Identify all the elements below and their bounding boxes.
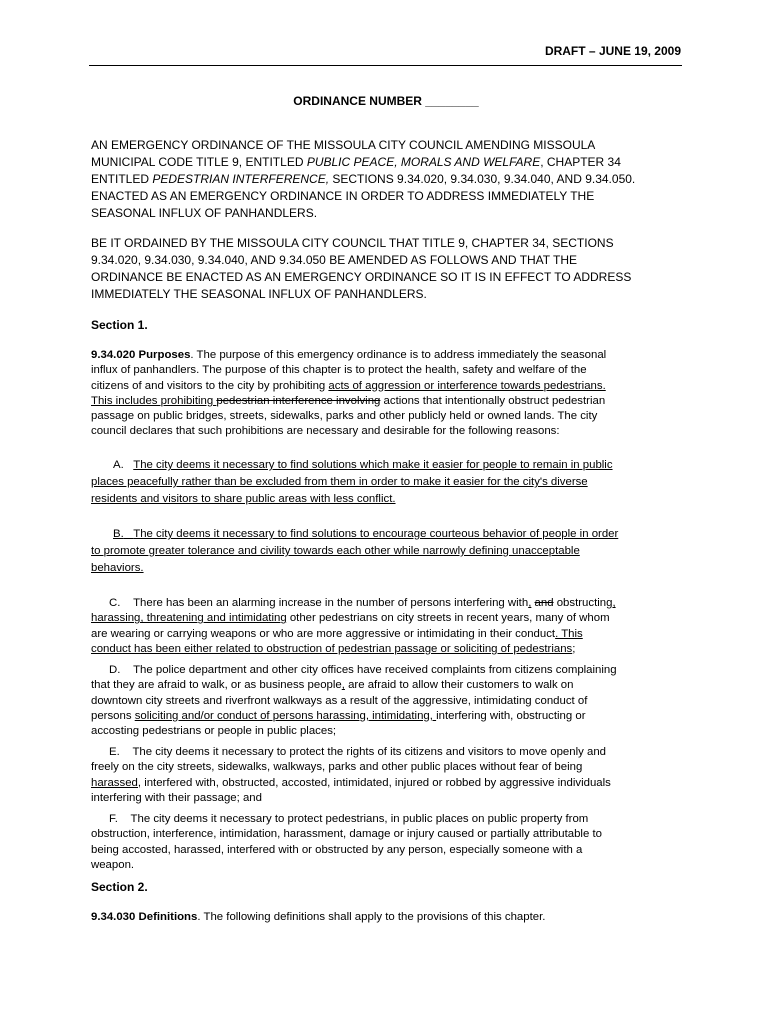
item-f-paragraph: [91, 812, 691, 873]
text-run: ENTITLED: [91, 172, 153, 186]
definitions-paragraph: [91, 910, 691, 925]
inserted-text: The city deems it necessary to find solutions which make it easier for people to remain in public: [133, 459, 613, 471]
item-label: B.: [113, 528, 124, 540]
draft-date-header: DRAFT – JUNE 19, 2009: [544, 44, 681, 58]
italic-run: PUBLIC PEACE, MORALS AND WELFARE: [306, 155, 541, 169]
text-line: being accosted, harassed, interfered with or obstructed by any person, especially someone with a: [91, 843, 583, 856]
inserted-text: The city deems it necessary to find solutions to encourage courteous behavior of people in order: [133, 528, 619, 540]
section-1-heading: Section 1.: [91, 318, 148, 332]
text-run: persons: [91, 709, 135, 722]
inserted-text: harassed,: [91, 776, 142, 789]
text-line: [91, 596, 691, 611]
item-c-paragraph: [91, 596, 691, 657]
text-line: council declares that such prohibitions are necessary and desirable for the following reasons:: [91, 425, 560, 438]
text-run: SECTIONS 9.34.020, 9.34.030, 9.34.040, AND 9.34.050.: [329, 172, 636, 186]
purposes-heading: 9.34.020 Purposes: [91, 349, 191, 361]
ordinance-title: ORDINANCE NUMBER ________: [293, 94, 479, 108]
text-line: freely on the city streets, sidewalks, walkways, parks and other public places without fear of being: [91, 761, 583, 774]
inserted-text: ,: [612, 597, 616, 609]
text-run: The city deems it necessary to protect pedestrians, in public places on public property from: [130, 813, 589, 825]
text-run: The police department and other city offices have received complaints from citizens complaining: [133, 664, 617, 676]
text-line: [91, 611, 691, 626]
text-run: , CHAPTER 34: [540, 155, 621, 169]
preamble-paragraph: [91, 137, 691, 222]
inserted-text: ,: [528, 597, 532, 609]
text-line: [91, 154, 691, 171]
inserted-text: ,: [341, 679, 345, 692]
text-run: . The purpose of this emergency ordinance is to address immediately the seasonal: [190, 349, 607, 361]
inserted-text: harassing, threatening and intimidating: [91, 612, 287, 625]
inserted-text: conduct has been either related to obstruction of pedestrian passage or soliciting of pedestrians: [91, 642, 573, 655]
italic-run: PEDESTRIAN INTERFERENCE,: [152, 172, 330, 186]
text-run: interfering with, obstructing or: [436, 709, 586, 722]
text-run: There has been an alarming increase in the number of persons interfering with: [133, 597, 529, 609]
item-b-paragraph: [91, 526, 691, 577]
text-line: 9.34.020, 9.34.030, 9.34.040, AND 9.34.050 BE AMENDED AS FOLLOWS AND THAT THE: [91, 253, 578, 267]
text-run: actions that intentionally obstruct pedestrian: [380, 394, 606, 407]
text-line: [91, 348, 691, 363]
purposes-paragraph: [91, 348, 691, 440]
text-line: [91, 776, 691, 791]
text-line: [91, 171, 691, 188]
text-line: SEASONAL INFLUX OF PANHANDLERS.: [91, 206, 318, 220]
item-a-paragraph: [91, 457, 691, 508]
text-run: The city deems it necessary to protect the rights of its citizens and visitors to move openly and: [132, 746, 606, 758]
text-line: [91, 745, 691, 760]
text-line: [91, 457, 691, 474]
text-line: [91, 627, 691, 642]
text-run: that they are afraid to walk, or as business people: [91, 679, 342, 692]
text-line: [91, 394, 691, 409]
text-line: downtown city streets and riverfront walkways as a result of the aggressive, intimidating conduct of: [91, 694, 588, 707]
text-run: are wearing or carrying weapons or who are more aggressive or intimidating in their conduct: [91, 627, 556, 640]
item-label: A.: [113, 459, 124, 471]
text-line: IMMEDIATELY THE SEASONAL INFLUX OF PANHANDLERS.: [91, 287, 427, 301]
text-run: citizens of and visitors to the city by prohibiting: [91, 379, 329, 392]
text-run: ;: [572, 642, 576, 655]
text-line: interfering with their passage; and: [91, 791, 262, 804]
item-label: F.: [109, 813, 118, 825]
item-label: E.: [109, 746, 120, 758]
item-e-paragraph: [91, 745, 691, 806]
header-divider: [89, 65, 682, 66]
text-line: accosting pedestrians or people in public places;: [91, 725, 337, 738]
text-line: passage on public bridges, streets, sidewalks, parks and other publicly held or owned lands. The city: [91, 410, 598, 423]
text-run: interfered with, obstructed, accosted, intimidated, injured or robbed by aggressive individuals: [141, 776, 611, 789]
text-line: AN EMERGENCY ORDINANCE OF THE MISSOULA CITY COUNCIL AMENDING MISSOULA: [91, 138, 596, 152]
text-run: obstructing: [553, 597, 613, 609]
text-run: are afraid to allow their customers to walk on: [344, 679, 574, 692]
item-label: D.: [109, 664, 121, 676]
text-line: ORDINANCE BE ENACTED AS AN EMERGENCY ORDINANCE SO IT IS IN EFFECT TO ADDRESS: [91, 270, 632, 284]
text-line: [91, 642, 691, 657]
item-d-paragraph: [91, 663, 691, 739]
inserted-text: acts of aggression or interference towards pedestrians.: [328, 379, 606, 392]
text-line: [91, 709, 691, 724]
text-line: [91, 678, 691, 693]
text-run: . The following definitions shall apply to the provisions of this chapter.: [197, 911, 546, 923]
section-2-heading: Section 2.: [91, 880, 148, 894]
text-line: [91, 910, 691, 925]
text-run: other pedestrians on city streets in recent years, many of whom: [286, 612, 610, 625]
definitions-heading: 9.34.030 Definitions: [91, 911, 198, 923]
text-line: obstruction, interference, intimidation, harassment, damage or injury caused or partially attributable to: [91, 828, 602, 841]
text-line: ENACTED AS AN EMERGENCY ORDINANCE IN ORDER TO ADDRESS IMMEDIATELY THE: [91, 189, 595, 203]
deleted-text: and: [534, 597, 554, 609]
text-run: MUNICIPAL CODE TITLE 9, ENTITLED: [91, 155, 307, 169]
text-line: [91, 526, 691, 543]
text-line: BE IT ORDAINED BY THE MISSOULA CITY COUNCIL THAT TITLE 9, CHAPTER 34, SECTIONS: [91, 236, 614, 250]
inserted-text: soliciting and/or conduct of persons harassing, intimidating,: [134, 709, 437, 722]
text-line: weapon.: [91, 858, 135, 871]
text-line: places peacefully rather than be excluded from them in order to make it easier for the city's diverse: [91, 476, 588, 488]
text-line: [91, 812, 691, 827]
text-line: [91, 379, 691, 394]
inserted-text: . This: [555, 627, 583, 640]
ordained-paragraph: [91, 235, 691, 303]
text-line: residents and visitors to share public areas with less conflict.: [91, 493, 396, 505]
text-line: behaviors.: [91, 562, 144, 574]
inserted-text: This includes prohibiting: [91, 394, 217, 407]
text-line: influx of panhandlers. The purpose of this chapter is to protect the health, safety and welfare of the: [91, 364, 587, 377]
text-line: [91, 663, 691, 678]
text-line: to promote greater tolerance and civility towards each other while narrowly defining unacceptable: [91, 545, 580, 557]
item-label: C.: [109, 597, 121, 609]
deleted-text: pedestrian interference involving: [216, 394, 381, 407]
